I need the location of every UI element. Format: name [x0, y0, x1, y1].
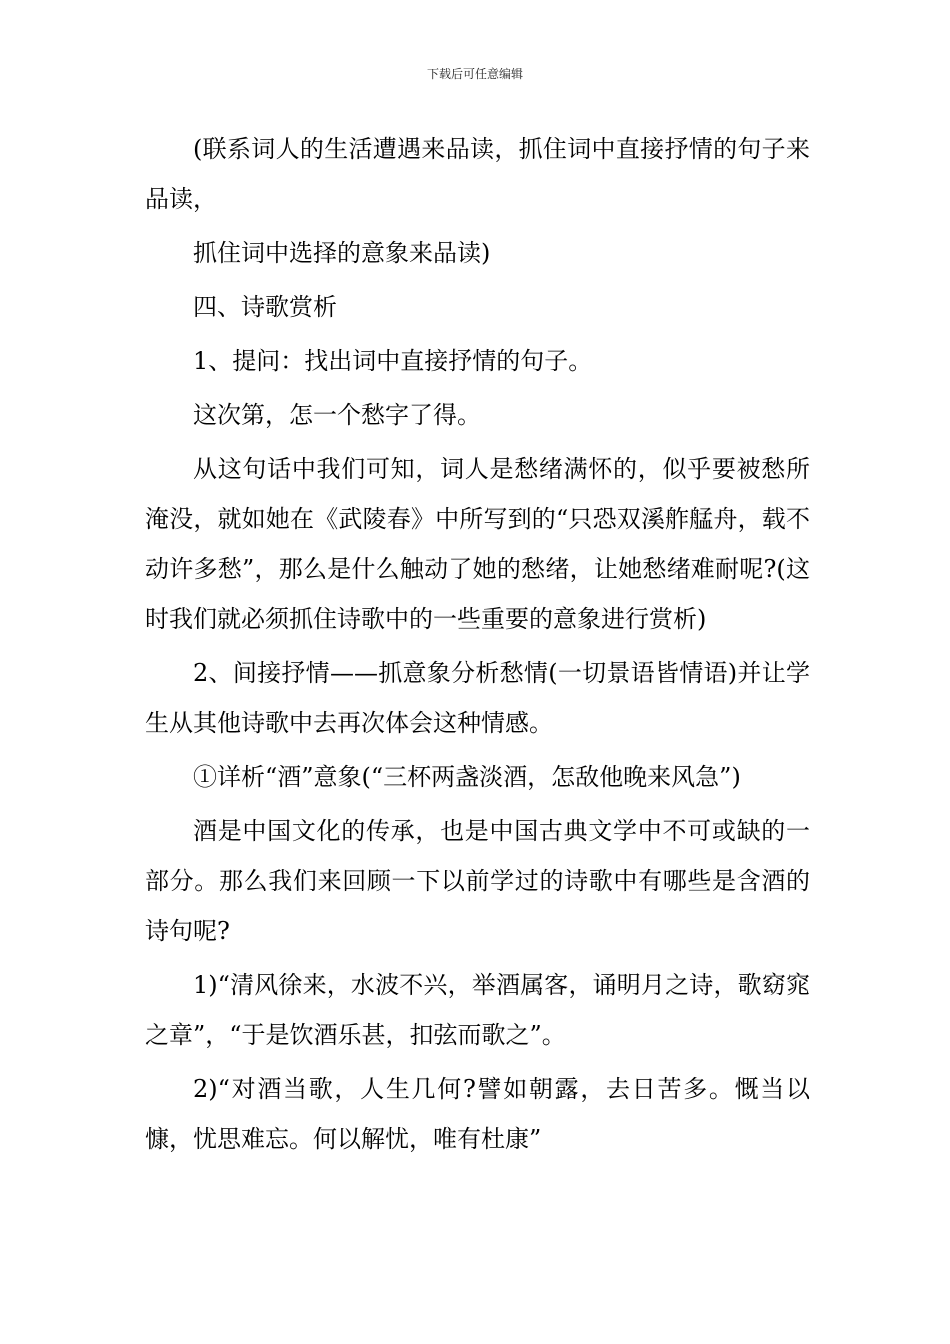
section-heading-poetry-appreciation: 四、诗歌赏析	[193, 293, 337, 321]
document-body	[145, 124, 810, 1168]
paragraph-quote-sorrow: 这次第，怎一个愁字了得。	[193, 401, 481, 429]
page-header: 下载后可任意编辑	[426, 67, 523, 81]
paragraph-question-1: 1、提问：找出词中直接抒情的句子。	[193, 347, 593, 375]
paragraph-example-2: 2)“对酒当歌，人生几何?譬如朝露，去日苦多。慨当以慷，忧思难忘。何以解忧，唯有杜康”	[145, 1075, 810, 1153]
paragraph-example-1: 1)“清风徐来，水波不兴，举酒属客，诵明月之诗，歌窈窕之章”，“于是饮酒乐甚，扣弦而歌之”。	[145, 971, 810, 1049]
paragraph-imagery-reading: 抓住词中选择的意象来品读)	[193, 239, 491, 267]
paragraph-wine-culture: 酒是中国文化的传承，也是中国古典文学中不可或缺的一部分。那么我们来回顾一下以前学过的诗歌中有哪些是含酒的诗句呢?	[145, 817, 810, 945]
paragraph-indirect-lyric: 2、间接抒情——抓意象分析愁情(一切景语皆情语)并让学生从其他诗歌中去再次体会这种情感。	[145, 659, 810, 737]
paragraph-wine-imagery: ①详析“酒”意象(“三杯两盏淡酒，怎敌他晚来风急”)	[193, 763, 741, 791]
paragraph-reading-methods: (联系词人的生活遭遇来品读，抓住词中直接抒情的句子来品读，	[145, 135, 810, 213]
paragraph-analysis-sorrow: 从这句话中我们可知，词人是愁绪满怀的，似乎要被愁所淹没，就如她在《武陵春》中所写到的“只恐双溪舴艋舟，载不动许多愁”，那么是什么触动了她的愁绪，让她愁绪难耐呢?(这时我们就必须抓住诗歌中的一些重要的意象进行赏析)	[145, 455, 810, 633]
